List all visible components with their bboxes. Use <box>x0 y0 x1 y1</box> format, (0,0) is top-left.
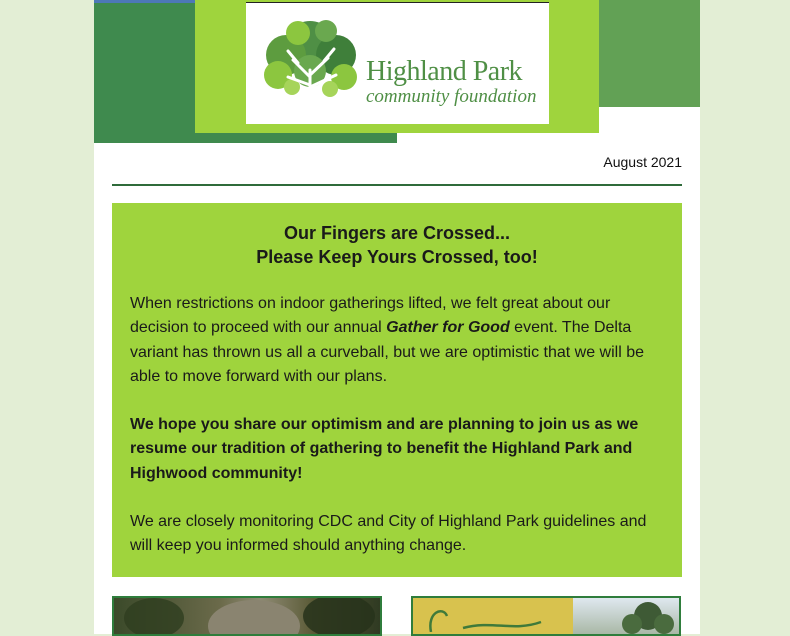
heading-line-1: Our Fingers are Crossed... <box>283 223 511 243</box>
event-name: Gather for Good <box>386 319 510 337</box>
intro-paragraph <box>130 292 664 389</box>
para1-text-a: When restrictions on indoor gatherings lifted, we felt great about our decision to proceed with our annual <box>130 295 611 337</box>
logo-subtitle: community foundation <box>366 86 537 107</box>
heading-line-2: Please Keep Yours Crossed, too! <box>256 247 538 267</box>
portrait-photo[interactable] <box>112 596 382 636</box>
photo-foliage <box>114 598 380 636</box>
feature-heading <box>130 221 664 269</box>
para1-text-b: event. The Delta variant has thrown us all a curveball, but we are optimistic that we will be able to move forward with our plans. <box>130 319 645 385</box>
tree-silhouette <box>618 602 678 636</box>
issue-date: August 2021 <box>603 154 682 170</box>
foundation-logo[interactable] <box>246 2 549 124</box>
divider <box>112 184 682 186</box>
tree-logo-icon <box>258 15 363 110</box>
header-right-green-block <box>599 0 700 107</box>
monitoring-paragraph: We are closely monitoring CDC and City of Highland Park guidelines and will keep you informed should anything change. <box>130 513 647 555</box>
optimism-paragraph: We hope you share our optimism and are planning to join us as we resume our tradition of gathering to benefit the Highland Park and Highwood community! <box>130 416 639 482</box>
logo-title: Highland Park <box>366 56 523 87</box>
swirl-decoration <box>423 602 543 632</box>
event-sign-photo[interactable] <box>411 596 681 636</box>
feature-panel <box>112 203 682 577</box>
